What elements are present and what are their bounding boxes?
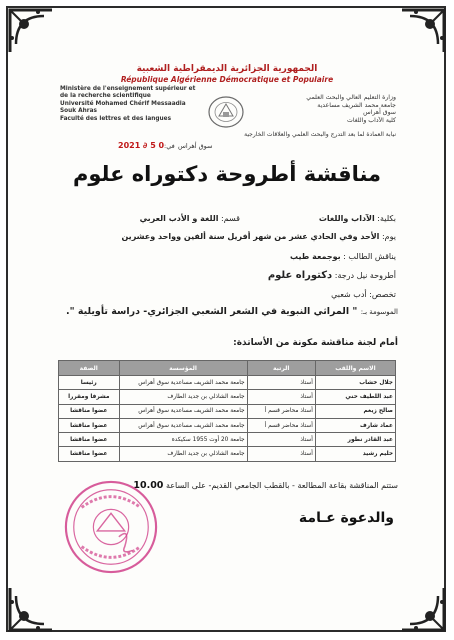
corner-ornament-bottom-right	[396, 582, 450, 636]
cell-institution: جامعة الشاذلي بن جديد الطارف	[119, 447, 247, 461]
cell-name: جلال خشاب	[315, 376, 395, 390]
cell-rank: أستاذ	[247, 433, 315, 447]
thesis-subject	[65, 306, 398, 317]
cell-role: عضوا مناقشا	[59, 418, 120, 432]
student-field	[290, 252, 396, 261]
column-header-institution: المؤسسة	[119, 361, 247, 376]
faculty-label: بكلية:	[377, 214, 396, 223]
university-line: جامعة محمد الشريف مساعدية	[317, 101, 396, 109]
table-row	[59, 376, 396, 390]
cell-name: عبد القادر نطور	[315, 433, 395, 447]
department-value: اللغة و الأدب العربي	[139, 214, 219, 223]
cell-institution: جامعة محمد الشريف مساعدية سوق أهراس	[119, 418, 247, 432]
faculty-value: الآداب واللغات	[318, 214, 375, 223]
faculty-field	[319, 214, 396, 223]
thesis-value: دكتوراه علوم	[267, 270, 333, 281]
day-field	[121, 232, 396, 241]
city-line: Souk Ahras	[60, 108, 97, 115]
cell-institution: جامعة 20 أوت 1955 سكيكدة	[119, 433, 247, 447]
corner-ornament-bottom-left	[4, 582, 58, 636]
republic-title-french: République Algérienne Démocratique et Populaire	[120, 75, 334, 84]
table-row	[59, 404, 396, 418]
cell-institution: جامعة محمد الشريف مساعدية سوق أهراس	[119, 376, 247, 390]
defense-time: 10.00	[133, 480, 164, 491]
cell-rank: أستاذ	[247, 447, 315, 461]
public-invitation: والدعوة عـامة	[298, 510, 394, 526]
faculty-line: Faculté des lettres et des langues	[60, 115, 172, 122]
student-value: بوجمعة طيب	[290, 252, 341, 261]
committee-heading: أمام لجنة مناقشة مكونة من الأساتذة:	[233, 338, 398, 348]
ministry-line: Ministère de l'enseignement supérieur et	[60, 86, 196, 92]
republic-title-arabic: الجمهورية الجزائرية الديمقراطية الشعبية	[136, 64, 318, 74]
ministry-block-french	[60, 86, 210, 123]
date-label: في:	[164, 142, 175, 150]
date-city: سوق أهراس	[178, 142, 213, 150]
time-line-prefix: ستتم المناقشة بقاعة المطالعة - بالقطب الجامعي القديم- على الساعة	[165, 481, 398, 490]
vice-deanship-line: نيابة العمادة لما بعد التدرج والبحث العلمي والعلاقات الخارجية	[244, 131, 396, 138]
cell-role: رئيسا	[59, 376, 120, 390]
cell-role: عضوا مناقشا	[59, 447, 120, 461]
subject-label: الموسومة بـ:	[360, 308, 398, 316]
specialty-label: تخصص:	[369, 290, 396, 299]
department-label: قسم:	[221, 214, 240, 223]
cell-role: عضوا مناقشا	[59, 433, 120, 447]
specialty-field	[331, 290, 396, 299]
student-label: يناقش الطالب :	[343, 252, 396, 261]
table-row	[59, 433, 396, 447]
department-field	[140, 214, 240, 223]
column-header-name: الاسم واللقب	[315, 361, 395, 376]
cell-name: حليم رشيد	[315, 447, 395, 461]
city-line: سوق أهراس	[363, 109, 396, 117]
official-stamp-icon	[62, 478, 160, 576]
cell-rank: أستاذ	[247, 376, 315, 390]
day-value: الأحد وفي الحادي عشر من شهر أفريل سنة ألفين وواحد وعشرين	[121, 232, 380, 241]
day-label: يوم:	[381, 232, 396, 241]
cell-institution: جامعة الشاذلي بن جديد الطارف	[119, 390, 247, 404]
corner-ornament-top-left	[4, 4, 58, 58]
cell-role: عضوا مناقشا	[59, 404, 120, 418]
university-line: Université Mohamed Chérif Messaadia	[60, 100, 186, 107]
cell-name: صالح زيغم	[315, 404, 395, 418]
faculty-line: كلية الآداب واللغات	[347, 116, 396, 124]
thesis-field	[268, 270, 396, 281]
page-title: مناقشة أطروحة دكتوراه علوم	[72, 162, 382, 186]
corner-ornament-top-right	[396, 4, 450, 58]
cell-name: عبد اللطيف حني	[315, 390, 395, 404]
ministry-block-arabic	[246, 94, 396, 124]
date-value: 2021 ∂ 5 0	[118, 141, 165, 150]
table-row	[59, 390, 396, 404]
cell-rank: أستاذ	[247, 390, 315, 404]
ministry-line: de la recherche scientifique	[60, 93, 151, 100]
column-header-role: الصفة	[59, 361, 120, 376]
specialty-value: أدب شعبي	[331, 290, 367, 299]
column-header-rank: الرتبة	[247, 361, 315, 376]
table-row	[59, 418, 396, 432]
cell-name: عماد شارف	[315, 418, 395, 432]
subject-value: " المراثي النبوية في الشعر الشعبي الجزائري- دراسة تأويلية ".	[65, 306, 358, 317]
cell-rank: أستاذ محاضر قسم أ	[247, 404, 315, 418]
cell-rank: أستاذ محاضر قسم أ	[247, 418, 315, 432]
table-row	[59, 447, 396, 461]
thesis-label: أطروحة نيل درجة:	[334, 271, 396, 280]
ministry-line: وزارة التعليم العالي والبحث العلمي	[306, 94, 396, 101]
university-emblem-icon	[206, 94, 246, 130]
table-header-row	[59, 361, 396, 376]
cell-role: مشرفا ومقررا	[59, 390, 120, 404]
jury-table	[58, 360, 396, 462]
cell-institution: جامعة محمد الشريف مساعدية سوق أهراس	[119, 404, 247, 418]
